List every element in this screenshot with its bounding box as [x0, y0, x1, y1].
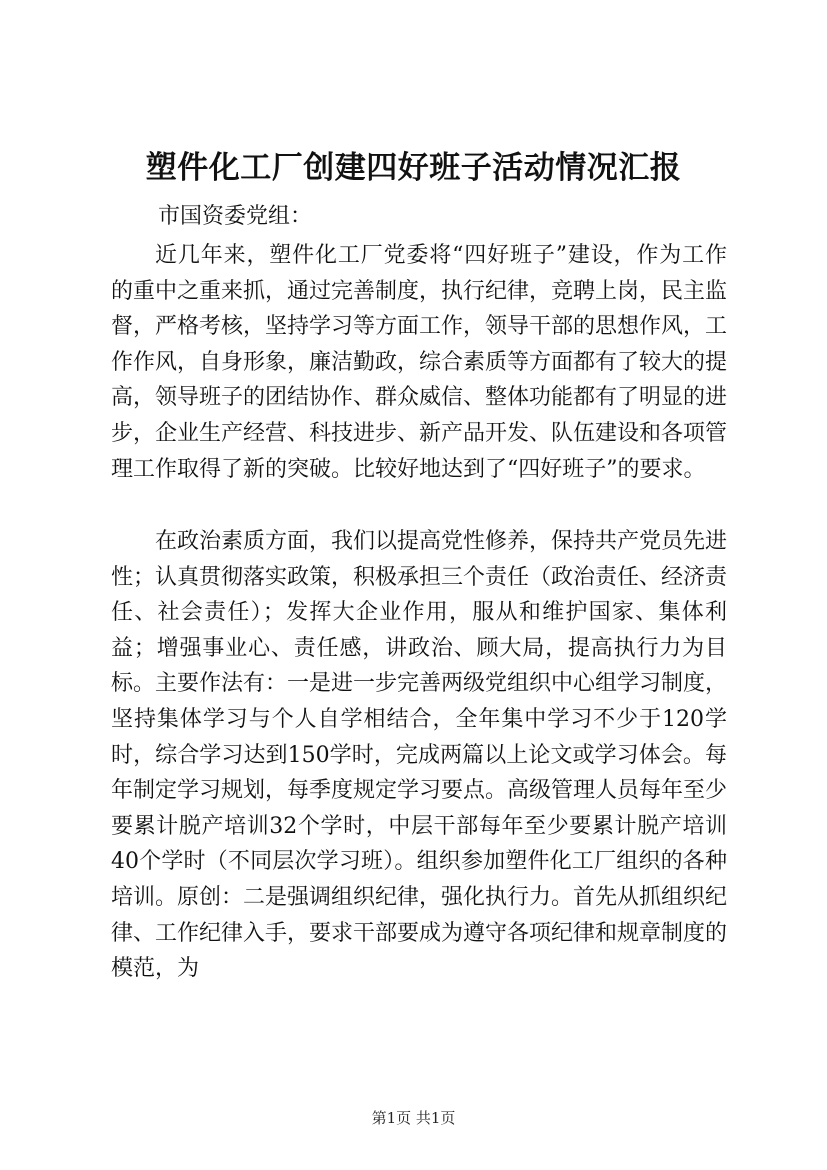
document-title: 塑件化工厂创建四好班子活动情况汇报	[145, 150, 682, 186]
paragraph-2: 在政治素质方面，我们以提高党性修养，保持共产党员先进性；认真贯彻落实政策，积极承担三个责任（政治责任、经济责任、社会责任）；发挥大企业作用，服从和维护国家、集体利益；增强事业心、责任感，讲政治、顾大局，提高执行力为目标。主要作法有：一是进一步完善两级党组织中心组学习制度，坚持集体学习与个人自学相结合，全年集中学习不少于120学时，综合学习达到150学时，完成两篇以上论文或学习体会。每年制定学习规划，每季度规定学习要点。高级管理人员每年至少要累计脱产培训32个学时，中层干部每年至少要累计脱产培训40个学时（不同层次学习班）。组织参加塑件化工厂组织的各种培训。原创：二是强调组织纪律，强化执行力。首先从抓组织纪律、工作纪律入手，要求干部要成为遵守各项纪律和规章制度的模范，为	[111, 529, 728, 982]
page-footer: 第1页 共1页	[371, 1109, 456, 1127]
salutation: 市国资委党组：	[158, 204, 313, 229]
paragraph-1: 近几年来，塑件化工厂党委将“四好班子”建设，作为工作的重中之重来抓，通过完善制度，执行纪律，竞聘上岗，民主监督，严格考核，坚持学习等方面工作，领导干部的思想作风，工作作风，自身形象，廉洁勤政，综合素质等方面都有了较大的提高，领导班子的团结协作、群众威信、整体功能都有了明显的进步，企业生产经营、科技进步、新产品开发、队伍建设和各项管理工作取得了新的突破。比较好地达到了“四好班子”的要求。	[111, 243, 728, 482]
